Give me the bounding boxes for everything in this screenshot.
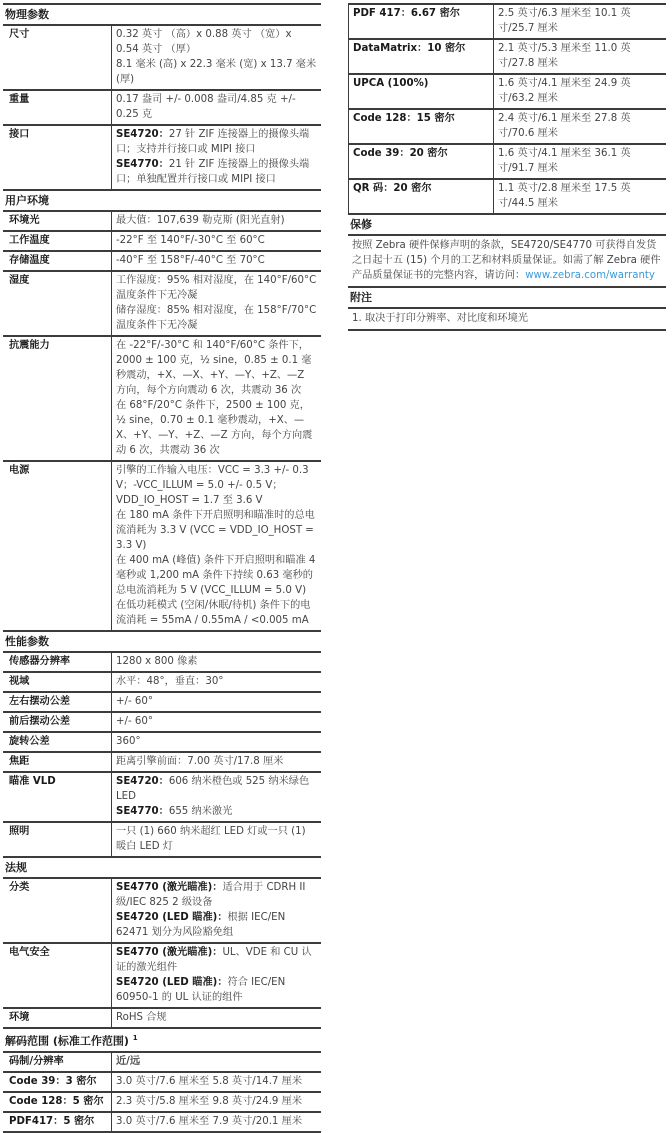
section-title-regulatory: 法规 <box>3 858 321 879</box>
performance-table <box>3 653 321 858</box>
row-label: 传感器分辨率 <box>3 653 112 672</box>
model-label: SE4770： <box>116 159 169 170</box>
row-label: 抗震能力 <box>3 336 112 461</box>
row-value: 在 -22°F/-30°C 和 140°F/60°C 条件下，2000 ± 100 克，½ sine，0.85 ± 0.1 毫秒震动，+X、—X、+Y、—Y、+Z、—Z 方向，每个方向震动 6 次，共震动 36 次 <box>116 340 312 396</box>
row-value: +/- 60° <box>116 696 153 707</box>
row-label: 左右摆动公差 <box>3 692 112 712</box>
row-label: 环境光 <box>3 212 112 231</box>
row-value: 水平：48°，垂直：30° <box>116 676 224 687</box>
row-value: 符合 IEC/EN 60950-1 的 UL 认证的组件 <box>116 977 286 1003</box>
row-value: +/- 60° <box>116 716 153 727</box>
table-row <box>3 212 321 231</box>
warranty-link[interactable]: www.zebra.com/warranty <box>525 270 655 281</box>
row-label: 前后摆动公差 <box>3 712 112 732</box>
table-row <box>3 1008 321 1028</box>
model-label: SE4720： <box>116 129 169 140</box>
table-row <box>349 39 667 74</box>
row-label: Code 39：20 密尔 <box>349 144 494 179</box>
table-row <box>3 271 321 336</box>
row-value: RoHS 合规 <box>116 1012 167 1023</box>
column-header-symbology: 码制/分辨率 <box>3 1053 112 1072</box>
row-value: 1.6 英寸/4.1 厘米至 36.1 英寸/91.7 厘米 <box>494 144 667 179</box>
row-label: PDF 417：6.67 密尔 <box>349 4 494 39</box>
row-value: 0.17 盎司 +/- 0.008 盎司/4.85 克 +/- 0.25 克 <box>116 94 296 120</box>
note-item: 1. 取决于打印分辨率、对比度和环境光 <box>348 309 666 331</box>
row-label: 工作温度 <box>3 231 112 251</box>
table-row <box>3 732 321 752</box>
section-title-physical: 物理参数 <box>3 3 321 26</box>
environment-table <box>3 212 321 632</box>
table-row <box>3 653 321 672</box>
model-label: SE4720： <box>116 776 169 787</box>
row-label: Code 128：5 密尔 <box>3 1092 112 1112</box>
table-row <box>3 461 321 631</box>
table-row <box>349 74 667 109</box>
row-label: QR 码：20 密尔 <box>349 179 494 214</box>
row-label: 环境 <box>3 1008 112 1028</box>
row-value: 根据 IEC/EN 62471 划分为风险豁免组 <box>116 912 286 938</box>
row-label: 电源 <box>3 461 112 631</box>
row-value: 在 180 mA 条件下开启照明和瞄准时的总电流消耗为 3.3 V (VCC = VDD_IO_HOST = 3.3 V) <box>116 510 315 551</box>
section-title-decode-range: 解码范围 (标准工作范围) $^1$ <box>3 1029 321 1053</box>
regulatory-table <box>3 879 321 1029</box>
decode-range-table <box>3 1053 321 1133</box>
row-value: 21 针 ZIF 连接器上的摄像头端口；单独配置并行接口或 MIPI 接口 <box>116 159 310 185</box>
left-column <box>3 3 321 1133</box>
table-row <box>3 1092 321 1112</box>
table-row <box>3 879 321 943</box>
row-value: 在 400 mA (峰值) 条件下开启照明和瞄准 4 毫秒或 1,200 mA 条件下持续 0.63 毫秒的总电流消耗为 5 V (VCC_ILLUM = 5.0 V) <box>116 555 316 596</box>
row-value: 适合用于 CDRH II 级/IEC 825 2 级设备 <box>116 882 306 908</box>
model-label: SE4770 (激光瞄准)： <box>116 882 223 893</box>
row-value: 1.6 英寸/4.1 厘米至 24.9 英寸/63.2 厘米 <box>494 74 667 109</box>
right-column <box>348 3 666 331</box>
model-label: SE4770： <box>116 806 169 817</box>
section-title-environment: 用户环境 <box>3 191 321 212</box>
row-value: 27 针 ZIF 连接器上的摄像头端口；支持并行接口或 MIPI 接口 <box>116 129 310 155</box>
table-row <box>3 672 321 692</box>
row-label: 照明 <box>3 822 112 857</box>
decode-range-table-continued <box>348 3 666 215</box>
row-label: 视域 <box>3 672 112 692</box>
warranty-text: 按照 Zebra 硬件保修声明的条款，SE4720/SE4770 可获得自发货之日起十五 (15) 个月的工艺和材料质量保证。如需了解 Zebra 硬件产品质量保证书的完整内容，请访问：www.zebra.com/warranty <box>348 236 666 288</box>
table-row <box>3 943 321 1008</box>
row-label: 分类 <box>3 879 112 943</box>
row-value: -22°F 至 140°F/-30°C 至 60°C <box>116 235 265 246</box>
row-value: 2.5 英寸/6.3 厘米至 10.1 英寸/25.7 厘米 <box>494 4 667 39</box>
section-title-notes: 附注 <box>348 288 666 309</box>
row-value: 1.1 英寸/2.8 厘米至 17.5 英寸/44.5 厘米 <box>494 179 667 214</box>
row-label: 瞄准 VLD <box>3 772 112 822</box>
row-label: Code 39：3 密尔 <box>3 1072 112 1092</box>
table-row <box>3 231 321 251</box>
row-value: 在低功耗模式 (空闲/休眠/待机) 条件下的电流消耗 = 55mA / 0.55mA / <0.005 mA <box>116 600 311 626</box>
row-value: 2.1 英寸/5.3 厘米至 11.0 英寸/27.8 厘米 <box>494 39 667 74</box>
table-row <box>3 336 321 461</box>
section-title-warranty: 保修 <box>348 215 666 236</box>
row-label: DataMatrix：10 密尔 <box>349 39 494 74</box>
row-value: 360° <box>116 736 141 747</box>
row-value: 606 纳米橙色或 525 纳米绿色 LED <box>116 776 310 802</box>
table-row <box>349 144 667 179</box>
table-row <box>3 712 321 732</box>
row-value: 8.1 毫米 (高) x 22.3 毫米 (宽) x 13.7 毫米 (厚) <box>116 59 317 85</box>
table-row <box>3 1112 321 1132</box>
row-label: Code 128：15 密尔 <box>349 109 494 144</box>
row-value: 距离引擎前面：7.00 英寸/17.8 厘米 <box>116 756 284 767</box>
row-value: 655 纳米激光 <box>168 806 233 817</box>
row-value: 2.3 英寸/5.8 厘米至 9.8 英寸/24.9 厘米 <box>112 1092 322 1112</box>
row-value: 3.0 英寸/7.6 厘米至 5.8 英寸/14.7 厘米 <box>112 1072 322 1092</box>
table-row <box>3 90 321 125</box>
row-value: 储存湿度：85% 相对湿度，在 158°F/70°C 温度条件下无冷凝 <box>116 305 317 331</box>
row-label: 重量 <box>3 90 112 125</box>
row-value: 最大值：107,639 勒克斯 (阳光直射) <box>116 215 285 226</box>
table-row <box>349 179 667 214</box>
row-value: 一只 (1) 660 纳米超红 LED 灯或一只 (1) 暖白 LED 灯 <box>116 826 306 852</box>
row-value: 0.32 英寸 （高）x 0.88 英寸 （宽）x 0.54 英寸 （厚） <box>116 29 292 55</box>
table-row <box>349 109 667 144</box>
table-row <box>3 125 321 190</box>
table-row <box>3 692 321 712</box>
model-label: SE4720 (LED 瞄准)： <box>116 977 228 988</box>
row-label: 接口 <box>3 125 112 190</box>
table-row <box>3 251 321 271</box>
row-label: UPCA (100%) <box>349 74 494 109</box>
row-value: UL、VDE 和 CU 认证的激光组件 <box>116 947 312 973</box>
physical-table <box>3 26 321 191</box>
row-label: 电气安全 <box>3 943 112 1008</box>
footnote-marker: 1 <box>132 1034 138 1042</box>
row-label: 旋转公差 <box>3 732 112 752</box>
table-row <box>3 1072 321 1092</box>
section-title-performance: 性能参数 <box>3 632 321 653</box>
model-label: SE4720 (LED 瞄准)： <box>116 912 228 923</box>
row-value: 在 68°F/20°C 条件下，2500 ± 100 克，½ sine，0.70 ± 0.1 毫秒震动，+X、—X、+Y、—Y、+Z、—Z 方向，每个方向震动 6 次，共震动 36 次 <box>116 400 313 456</box>
row-label: 焦距 <box>3 752 112 772</box>
row-value: 引擎的工作输入电压：VCC = 3.3 +/- 0.3 V；-VCC_ILLUM = 5.0 +/- 0.5 V；VDD_IO_HOST = 1.7 至 3.6 V <box>116 465 309 506</box>
table-row <box>3 772 321 822</box>
row-value: 3.0 英寸/7.6 厘米至 7.9 英寸/20.1 厘米 <box>112 1112 322 1132</box>
model-label: SE4770 (激光瞄准)： <box>116 947 223 958</box>
row-label: 湿度 <box>3 271 112 336</box>
row-value: 工作湿度：95% 相对湿度，在 140°F/60°C 温度条件下无冷凝 <box>116 275 317 301</box>
row-label: 存储温度 <box>3 251 112 271</box>
row-label: PDF417：5 密尔 <box>3 1112 112 1132</box>
column-header-near-far: 近/远 <box>112 1053 322 1072</box>
row-value: 2.4 英寸/6.1 厘米至 27.8 英寸/70.6 厘米 <box>494 109 667 144</box>
table-row <box>3 822 321 857</box>
row-value: 1280 x 800 像素 <box>116 656 198 667</box>
table-header-row <box>3 1053 321 1072</box>
table-row <box>3 752 321 772</box>
table-row <box>3 26 321 90</box>
table-row <box>349 4 667 39</box>
row-value: -40°F 至 158°F/-40°C 至 70°C <box>116 255 265 266</box>
row-label: 尺寸 <box>3 26 112 90</box>
